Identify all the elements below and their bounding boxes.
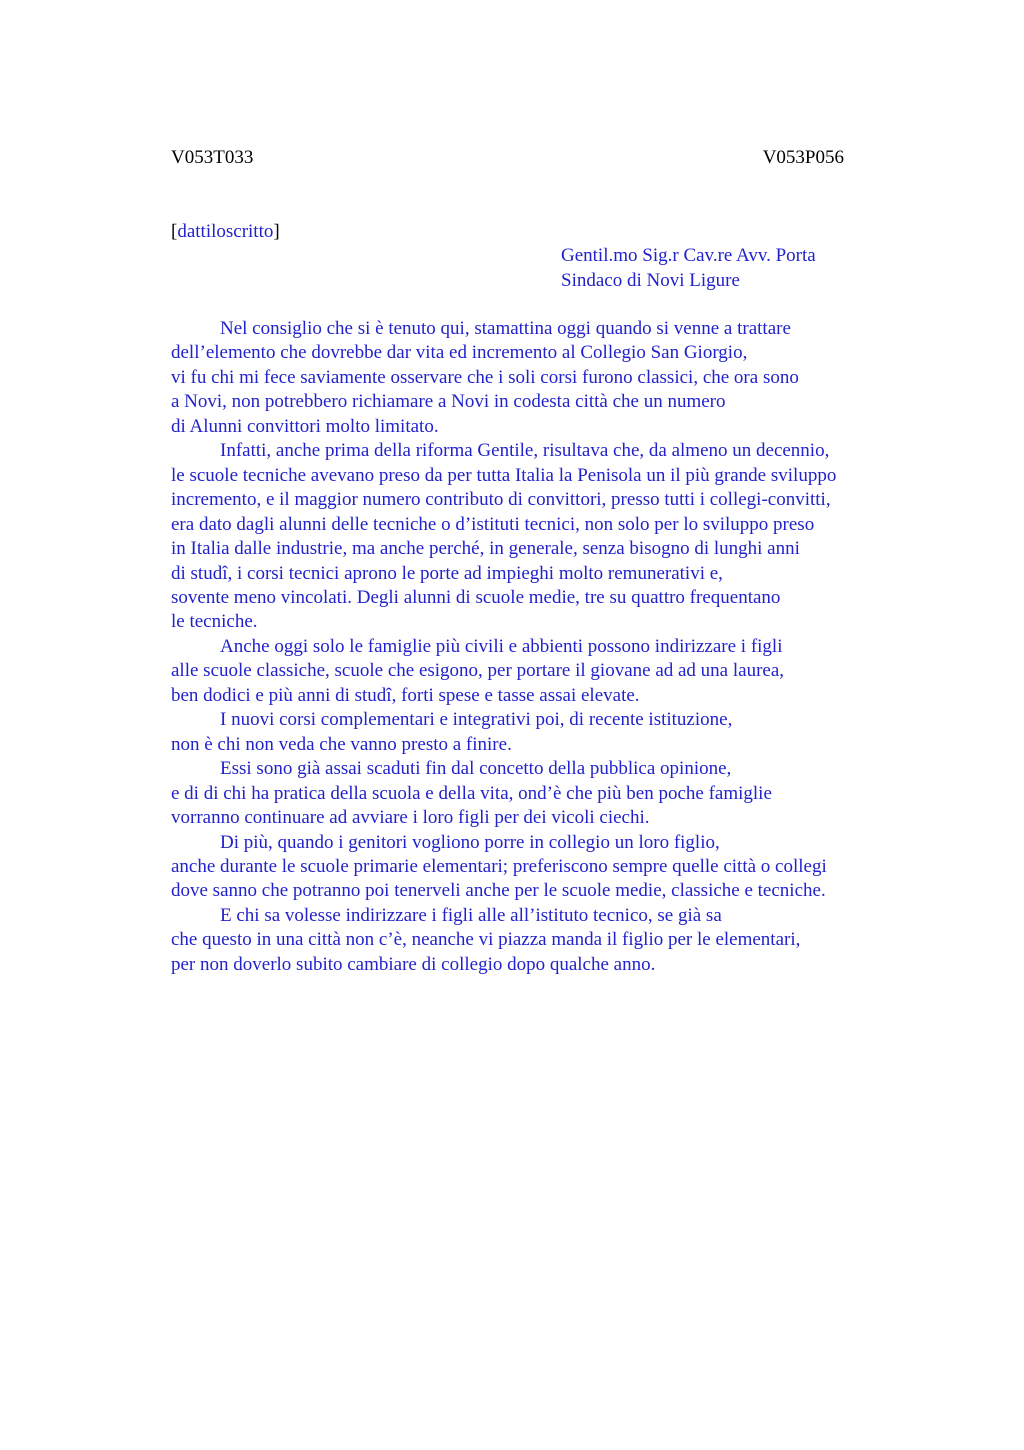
body-line: Di più, quando i genitori vogliono porre in collegio un loro figlio,	[220, 831, 720, 853]
body-line: incremento, e il maggior numero contributo di convittori, presso tutti i collegi-convitti,	[171, 489, 831, 511]
body-line: Anche oggi solo le famiglie più civili e abbienti possono indirizzare i figli	[220, 635, 783, 657]
body-line: e di di chi ha pratica della scuola e della vita, ond’è che più ben poche famiglie	[171, 782, 772, 804]
body-line: dove sanno che potranno poi tenerveli anche per le scuole medie, classiche e tecniche.	[171, 880, 826, 902]
tag-close-bracket: ]	[273, 221, 280, 242]
body-line: vorranno continuare ad avviare i loro figli per dei vicoli ciechi.	[171, 807, 650, 829]
body-line: ben dodici e più anni di studî, forti spese e tasse assai elevate.	[171, 684, 640, 706]
body-line: Infatti, anche prima della riforma Gentile, risultava che, da almeno un decennio,	[220, 440, 830, 462]
tag-label: dattiloscritto	[177, 221, 274, 242]
body-line: non è chi non veda che vanno presto a finire.	[171, 733, 512, 755]
document-code-left: V053T033	[171, 147, 254, 168]
body-line: era dato dagli alunni delle tecniche o d’istituti tecnici, non solo per lo sviluppo preso	[171, 513, 815, 535]
body-line: di Alunni convittori molto limitato.	[171, 415, 439, 437]
document-header	[171, 146, 844, 170]
document-code-right: V053P056	[762, 147, 844, 168]
body-line: di studî, i corsi tecnici aprono le porte ad impieghi molto remunerativi e,	[171, 562, 723, 584]
body-line: Nel consiglio che si è tenuto qui, stamattina oggi quando si venne a trattare	[220, 318, 791, 339]
addressee-block	[561, 244, 816, 293]
body-line: che questo in una città non c’è, neanche vi piazza manda il figlio per le elementari,	[171, 929, 801, 951]
body-line: alle scuole classiche, scuole che esigono, per portare il giovane ad ad una laurea,	[171, 660, 785, 682]
letter-body	[171, 317, 911, 977]
addressee-line: Sindaco di Novi Ligure	[561, 269, 740, 291]
body-line: dell’elemento che dovrebbe dar vita ed incremento al Collegio San Giorgio,	[171, 342, 748, 364]
body-line: vi fu chi mi fece saviamente osservare che i soli corsi furono classici, che ora sono	[171, 366, 799, 388]
body-line: le tecniche.	[171, 611, 258, 633]
addressee-line: Gentil.mo Sig.r Cav.re Avv. Porta	[561, 245, 816, 266]
body-line: Essi sono già assai scaduti fin dal concetto della pubblica opinione,	[220, 758, 732, 780]
body-line: a Novi, non potrebbero richiamare a Novi in codesta città che un numero	[171, 391, 726, 413]
body-line: E chi sa volesse indirizzare i figli alle all’istituto tecnico, se già sa	[220, 904, 722, 926]
body-line: in Italia dalle industrie, ma anche perché, in generale, senza bisogno di lunghi anni	[171, 538, 800, 560]
body-line: sovente meno vincolati. Degli alunni di scuole medie, tre su quattro frequentano	[171, 586, 781, 608]
body-line: per non doverlo subito cambiare di collegio dopo qualche anno.	[171, 953, 656, 975]
body-line: le scuole tecniche avevano preso da per tutta Italia la Penisola un il più grande sviluppo	[171, 464, 837, 486]
tag-open-bracket: [	[171, 221, 178, 242]
body-line: anche durante le scuole primarie elementari; preferiscono sempre quelle città o collegi	[171, 855, 827, 877]
document-type-tag	[171, 220, 280, 244]
body-line: I nuovi corsi complementari e integrativi poi, di recente istituzione,	[220, 709, 733, 731]
